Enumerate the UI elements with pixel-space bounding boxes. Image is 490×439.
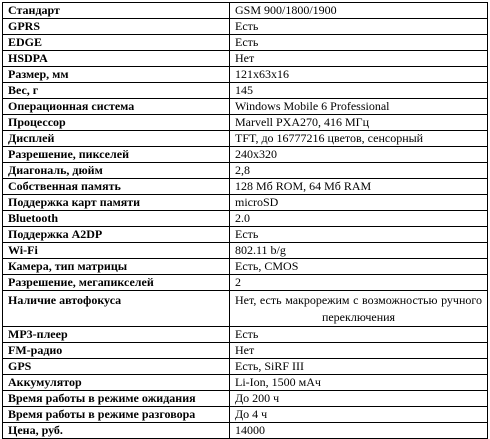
table-row: [3, 375, 488, 391]
param-name: Поддержка A2DP: [3, 227, 230, 243]
table-row: [3, 343, 488, 359]
spec-table-body: [3, 3, 488, 439]
table-row: [3, 291, 488, 327]
table-row: [3, 195, 488, 211]
param-name: Собственная память: [3, 179, 230, 195]
spec-table: [2, 2, 488, 439]
param-name: Аккумулятор: [3, 375, 230, 391]
param-value: TFT, до 16777216 цветов, сенсорный: [230, 131, 488, 147]
param-value: 2,8: [230, 163, 488, 179]
param-name: GPS: [3, 359, 230, 375]
param-value: Есть, CMOS: [230, 259, 488, 275]
param-value: До 4 ч: [230, 407, 488, 423]
param-value: Есть: [230, 327, 488, 343]
table-row: [3, 115, 488, 131]
param-value: 240x320: [230, 147, 488, 163]
param-value: 14000: [230, 423, 488, 439]
param-name: Bluetooth: [3, 211, 230, 227]
param-name: Поддержка карт памяти: [3, 195, 230, 211]
table-row: [3, 243, 488, 259]
table-row: [3, 163, 488, 179]
param-name: GPRS: [3, 19, 230, 35]
param-name: Дисплей: [3, 131, 230, 147]
param-value: microSD: [230, 195, 488, 211]
param-value: Нет: [230, 51, 488, 67]
table-row: [3, 67, 488, 83]
table-row: [3, 147, 488, 163]
param-value: 802.11 b/g: [230, 243, 488, 259]
param-name: Разрешение, мегапикселей: [3, 275, 230, 291]
table-row: [3, 227, 488, 243]
param-name: FM-радио: [3, 343, 230, 359]
table-row: [3, 19, 488, 35]
param-value: 128 Мб ROM, 64 Мб RAM: [230, 179, 488, 195]
param-value: 2: [230, 275, 488, 291]
param-value: Нет, есть макрорежим с возможностью ручного переключения: [230, 291, 488, 327]
param-name: Wi-Fi: [3, 243, 230, 259]
param-value: Windows Mobile 6 Professional: [230, 99, 488, 115]
param-value: Marvell PXA270, 416 МГц: [230, 115, 488, 131]
table-row: [3, 359, 488, 375]
param-name: Операционная система: [3, 99, 230, 115]
param-name: Стандарт: [3, 3, 230, 19]
table-row: [3, 423, 488, 439]
param-name: Размер, мм: [3, 67, 230, 83]
param-name: Процессор: [3, 115, 230, 131]
param-value: Нет: [230, 343, 488, 359]
table-row: [3, 51, 488, 67]
param-name: Камера, тип матрицы: [3, 259, 230, 275]
param-value: Есть, SiRF III: [230, 359, 488, 375]
param-name: Время работы в режиме разговора: [3, 407, 230, 423]
table-row: [3, 99, 488, 115]
param-name: HSDPA: [3, 51, 230, 67]
param-value: Li-Ion, 1500 мАч: [230, 375, 488, 391]
param-value: GSM 900/1800/1900: [230, 3, 488, 19]
param-value: 2.0: [230, 211, 488, 227]
table-row: [3, 407, 488, 423]
table-row: [3, 83, 488, 99]
table-row: [3, 131, 488, 147]
param-name: Наличие автофокуса: [3, 291, 230, 327]
table-row: [3, 179, 488, 195]
table-row: [3, 259, 488, 275]
param-name: Диагональ, дюйм: [3, 163, 230, 179]
table-row: [3, 35, 488, 51]
table-row: [3, 3, 488, 19]
param-name: MP3-плеер: [3, 327, 230, 343]
table-row: [3, 275, 488, 291]
param-value: Есть: [230, 19, 488, 35]
param-name: EDGE: [3, 35, 230, 51]
param-value: 145: [230, 83, 488, 99]
table-row: [3, 327, 488, 343]
param-value: Есть: [230, 35, 488, 51]
param-value: 121x63x16: [230, 67, 488, 83]
param-value: Есть: [230, 227, 488, 243]
table-row: [3, 211, 488, 227]
param-value: До 200 ч: [230, 391, 488, 407]
param-name: Вес, г: [3, 83, 230, 99]
param-name: Разрешение, пикселей: [3, 147, 230, 163]
param-name: Цена, руб.: [3, 423, 230, 439]
param-name: Время работы в режиме ожидания: [3, 391, 230, 407]
table-row: [3, 391, 488, 407]
